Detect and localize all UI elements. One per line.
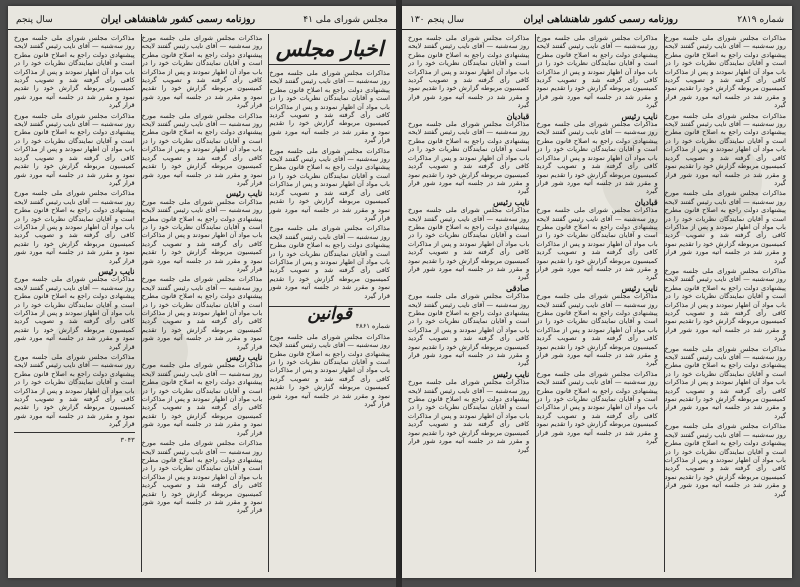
left-header-title: روزنامه رسمی کشور شاهنشاهی ایران [100, 14, 256, 25]
laws-section-title: قوانین [269, 306, 390, 318]
left-header-page-number: مجلس شورای ملی ۴۱ [303, 14, 388, 25]
article-text: مذاکرات مجلس شورای ملی جلسه مورخ روز سه‌شنبه — آقای نایب رئیس گفتند لایحه پیشنهادی دولت راجع به اصلاح قانون مطرح است و آقایان نمایندگان نظریات خود را در باب مواد آن اظهار نمودند و پس از مذاکرات کافی رأی گرفته شد و تصویب گردید کمیسیون مربوطه گزارش خود را تقدیم نمود و مقرر شد در جلسه آتیه مورد شور قرار گیرد [664, 189, 786, 265]
article-text: مذاکرات مجلس شورای ملی جلسه مورخ روز سه‌شنبه — آقای نایب رئیس گفتند لایحه پیشنهادی دولت راجع به اصلاح قانون مطرح است و آقایان نمایندگان نظریات خود را در باب مواد آن اظهار نمودند و پس از مذاکرات کافی رأی گرفته شد و تصویب گردید کمیسیون مربوطه گزارش خود را تقدیم نمود و مقرر شد در جلسه آتیه مورد شور قرار گیرد [141, 439, 263, 515]
right-page-header [402, 10, 792, 30]
left-page-header [8, 10, 396, 30]
article-text: مذاکرات مجلس شورای ملی جلسه مورخ روز سه‌شنبه — آقای نایب رئیس گفتند لایحه پیشنهادی دولت راجع به اصلاح قانون مطرح است و آقایان نمایندگان نظریات خود را در باب مواد آن اظهار نمودند و پس از مذاکرات کافی رأی گرفته شد و تصویب گردید کمیسیون مربوطه گزارش خود را تقدیم نمود و مقرر شد در جلسه آتیه مورد شور قرار گیرد [408, 34, 530, 110]
left-header-year: سال پنجم [16, 14, 53, 25]
speaker-label: صادقی [506, 282, 530, 293]
law-number: ۳۰۴۳ [120, 435, 135, 444]
article-text: مذاکرات مجلس شورای ملی جلسه مورخ روز سه‌شنبه — آقای نایب رئیس گفتند لایحه پیشنهادی دولت راجع به اصلاح قانون مطرح است و آقایان نمایندگان نظریات خود را در باب مواد آن اظهار نمودند و پس از مذاکرات کافی رأی گرفته شد و تصویب گردید کمیسیون مربوطه گزارش خود را تقدیم نمود و مقرر شد در جلسه آتیه مورد شور قرار گیرد [664, 344, 786, 420]
masthead: اخبار مجلس [269, 36, 390, 65]
article-text: مذاکرات مجلس شورای ملی جلسه مورخ روز سه‌شنبه — آقای نایب رئیس گفتند لایحه پیشنهادی دولت راجع به اصلاح قانون مطرح است و آقایان نمایندگان نظریات خود را در باب مواد آن اظهار نمودند و پس از مذاکرات کافی رأی گرفته شد و تصویب گردید کمیسیون مربوطه گزارش خود را تقدیم نمود و مقرر شد در جلسه آتیه مورد شور قرار گیرد [408, 120, 530, 196]
article-text: مذاکرات مجلس شورای ملی جلسه مورخ روز سه‌شنبه — آقای نایب رئیس گفتند لایحه پیشنهادی دولت راجع به اصلاح قانون مطرح است و آقایان نمایندگان نظریات خود را در باب مواد آن اظهار نمودند و پس از مذاکرات کافی رأی گرفته شد و تصویب گردید کمیسیون مربوطه گزارش خود را تقدیم نمود و مقرر شد در جلسه آتیه مورد شور قرار گیرد [13, 34, 135, 110]
speaker-label: قبادیان [634, 196, 658, 207]
speaker-label: نایب رئیس [98, 265, 135, 276]
article-text: مذاکرات مجلس شورای ملی جلسه مورخ روز سه‌شنبه — آقای نایب رئیس گفتند لایحه پیشنهادی دولت راجع به اصلاح قانون مطرح است و آقایان نمایندگان نظریات خود را در باب مواد آن اظهار نمودند و پس از مذاکرات کافی رأی گرفته شد و تصویب گردید کمیسیون مربوطه گزارش خود را تقدیم نمود و مقرر شد در جلسه آتیه مورد شور قرار گیرد [664, 266, 786, 343]
speaker-label: نایب رئیس [226, 188, 263, 199]
article-text: مذاکرات مجلس شورای ملی جلسه مورخ روز سه‌شنبه — آقای نایب رئیس گفتند لایحه پیشنهادی دولت راجع به اصلاح قانون مطرح است و آقایان نمایندگان نظریات خود را در باب مواد آن اظهار نمودند و پس از مذاکرات کافی رأی گرفته شد و تصویب گردید کمیسیون مربوطه گزارش خود را تقدیم نمود و مقرر شد در جلسه آتیه مورد شور قرار گیرد [13, 275, 135, 351]
left-column-middle [141, 34, 263, 572]
article-text: مذاکرات مجلس شورای ملی جلسه مورخ روز سه‌شنبه — آقای نایب رئیس گفتند لایحه پیشنهادی دولت راجع به اصلاح قانون مطرح است و آقایان نمایندگان نظریات خود را در باب مواد آن اظهار نمودند و پس از مذاکرات کافی رأی گرفته شد و تصویب گردید کمیسیون مربوطه گزارش خود را تقدیم نمود و مقرر شد در جلسه آتیه مورد شور قرار گیرد [141, 197, 263, 273]
speaker-label: نایب رئیس [621, 110, 658, 121]
article-text: مذاکرات مجلس شورای ملی جلسه مورخ روز سه‌شنبه — آقای نایب رئیس گفتند لایحه پیشنهادی دولت راجع به اصلاح قانون مطرح است و آقایان نمایندگان نظریات خود را در باب مواد آن اظهار نمودند و پس از مذاکرات کافی رأی گرفته شد و تصویب گردید کمیسیون مربوطه گزارش خود را تقدیم نمود و مقرر شد در جلسه آتیه مورد شور قرار گیرد [269, 69, 390, 145]
article-text: مذاکرات مجلس شورای ملی جلسه مورخ روز سه‌شنبه — آقای نایب رئیس گفتند لایحه پیشنهادی دولت راجع به اصلاح قانون مطرح است و آقایان نمایندگان نظریات خود را در باب مواد آن اظهار نمودند و پس از مذاکرات کافی رأی گرفته شد و تصویب گردید کمیسیون مربوطه گزارش خود را تقدیم نمود و مقرر شد در جلسه آتیه مورد شور قرار گیرد [269, 332, 390, 409]
article-text: مذاکرات مجلس شورای ملی جلسه مورخ روز سه‌شنبه — آقای نایب رئیس گفتند لایحه پیشنهادی دولت راجع به اصلاح قانون مطرح است و آقایان نمایندگان نظریات خود را در باب مواد آن اظهار نمودند و پس از مذاکرات کافی رأی گرفته شد و تصویب گردید کمیسیون مربوطه گزارش خود را تقدیم نمود و مقرر شد در جلسه آتیه مورد شور قرار گیرد [13, 111, 135, 187]
article-text: مذاکرات مجلس شورای ملی جلسه مورخ روز سه‌شنبه — آقای نایب رئیس گفتند لایحه پیشنهادی دولت راجع به اصلاح قانون مطرح است و آقایان نمایندگان نظریات خود را در باب مواد آن اظهار نمودند و پس از مذاکرات کافی رأی گرفته شد و تصویب گردید کمیسیون مربوطه گزارش خود را تقدیم نمود و مقرر شد در جلسه آتیه مورد شور قرار گیرد [664, 111, 786, 187]
right-column-left [408, 34, 529, 572]
article-text: مذاکرات مجلس شورای ملی جلسه مورخ روز سه‌شنبه — آقای نایب رئیس گفتند لایحه پیشنهادی دولت راجع به اصلاح قانون مطرح است و آقایان نمایندگان نظریات خود را در باب مواد آن اظهار نمودند و پس از مذاکرات کافی رأی گرفته شد و تصویب گردید کمیسیون مربوطه گزارش خود را تقدیم نمود و مقرر شد در جلسه آتیه مورد شور قرار گیرد [13, 189, 135, 265]
article-text: مذاکرات مجلس شورای ملی جلسه مورخ روز سه‌شنبه — آقای نایب رئیس گفتند لایحه پیشنهادی دولت راجع به اصلاح قانون مطرح است و آقایان نمایندگان نظریات خود را در باب مواد آن اظهار نمودند و پس از مذاکرات کافی رأی گرفته شد و تصویب گردید کمیسیون مربوطه گزارش خود را تقدیم نمود و مقرر شد در جلسه آتیه مورد شور قرار گیرد [141, 361, 263, 437]
right-header-issue-number: شماره ۲۸۱۹ [737, 14, 784, 25]
article-text: مذاکرات مجلس شورای ملی جلسه مورخ روز سه‌شنبه — آقای نایب رئیس گفتند لایحه پیشنهادی دولت راجع به اصلاح قانون مطرح است و آقایان نمایندگان نظریات خود را در باب مواد آن اظهار نمودند و پس از مذاکرات کافی رأی گرفته شد و تصویب گردید کمیسیون مربوطه گزارش خود را تقدیم نمود و مقرر شد در جلسه آتیه مورد شور قرار گیرد [141, 34, 263, 110]
article-text: مذاکرات مجلس شورای ملی جلسه مورخ روز سه‌شنبه — آقای نایب رئیس گفتند لایحه پیشنهادی دولت راجع به اصلاح قانون مطرح است و آقایان نمایندگان نظریات خود را در باب مواد آن اظهار نمودند و پس از مذاکرات کافی رأی گرفته شد و تصویب گردید کمیسیون مربوطه گزارش خود را تقدیم نمود و مقرر شد در جلسه آتیه مورد شور قرار گیرد [536, 120, 658, 196]
article-text: مذاکرات مجلس شورای ملی جلسه مورخ روز سه‌شنبه — آقای نایب رئیس گفتند لایحه پیشنهادی دولت راجع به اصلاح قانون مطرح است و آقایان نمایندگان نظریات خود را در باب مواد آن اظهار نمودند و پس از مذاکرات کافی رأی گرفته شد و تصویب گردید کمیسیون مربوطه گزارش خود را تقدیم نمود و مقرر شد در جلسه آتیه مورد شور قرار گیرد [269, 146, 390, 222]
article-text: مذاکرات مجلس شورای ملی جلسه مورخ روز سه‌شنبه — آقای نایب رئیس گفتند لایحه پیشنهادی دولت راجع به اصلاح قانون مطرح است و آقایان نمایندگان نظریات خود را در باب مواد آن اظهار نمودند و پس از مذاکرات کافی رأی گرفته شد و تصویب گردید کمیسیون مربوطه گزارش خود را تقدیم نمود و مقرر شد در جلسه آتیه مورد شور قرار گیرد [664, 422, 786, 498]
law-number: شماره ۴۸۶۱ [355, 322, 390, 331]
speaker-label: نایب رئیس [621, 282, 658, 293]
left-column-left [14, 34, 135, 572]
speaker-label: نایب رئیس [226, 352, 263, 363]
article-text: مذاکرات مجلس شورای ملی جلسه مورخ روز سه‌شنبه — آقای نایب رئیس گفتند لایحه پیشنهادی دولت راجع به اصلاح قانون مطرح است و آقایان نمایندگان نظریات خود را در باب مواد آن اظهار نمودند و پس از مذاکرات کافی رأی گرفته شد و تصویب گردید کمیسیون مربوطه گزارش خود را تقدیم نمود و مقرر شد در جلسه آتیه مورد شور قرار گیرد [664, 34, 786, 110]
article-text: مذاکرات مجلس شورای ملی جلسه مورخ روز سه‌شنبه — آقای نایب رئیس گفتند لایحه پیشنهادی دولت راجع به اصلاح قانون مطرح است و آقایان نمایندگان نظریات خود را در باب مواد آن اظهار نمودند و پس از مذاکرات کافی رأی گرفته شد و تصویب گردید کمیسیون مربوطه گزارش خود را تقدیم نمود و مقرر شد در جلسه آتیه مورد شور قرار گیرد [536, 206, 658, 282]
right-column-middle [535, 34, 657, 572]
article-text: مذاکرات مجلس شورای ملی جلسه مورخ روز سه‌شنبه — آقای نایب رئیس گفتند لایحه پیشنهادی دولت راجع به اصلاح قانون مطرح است و آقایان نمایندگان نظریات خود را در باب مواد آن اظهار نمودند و پس از مذاکرات کافی رأی گرفته شد و تصویب گردید کمیسیون مربوطه گزارش خود را تقدیم نمود و مقرر شد در جلسه آتیه مورد شور قرار گیرد [141, 275, 263, 351]
article-text: مذاکرات مجلس شورای ملی جلسه مورخ روز سه‌شنبه — آقای نایب رئیس گفتند لایحه پیشنهادی دولت راجع به اصلاح قانون مطرح است و آقایان نمایندگان نظریات خود را در باب مواد آن اظهار نمودند و پس از مذاکرات کافی رأی گرفته شد و تصویب گردید کمیسیون مربوطه گزارش خود را تقدیم نمود و مقرر شد در جلسه آتیه مورد شور قرار گیرد [13, 353, 135, 429]
article-text: مذاکرات مجلس شورای ملی جلسه مورخ روز سه‌شنبه — آقای نایب رئیس گفتند لایحه پیشنهادی دولت راجع به اصلاح قانون مطرح است و آقایان نمایندگان نظریات خود را در باب مواد آن اظهار نمودند و پس از مذاکرات کافی رأی گرفته شد و تصویب گردید کمیسیون مربوطه گزارش خود را تقدیم نمود و مقرر شد در جلسه آتیه مورد شور قرار گیرد [536, 292, 658, 368]
left-column-right [268, 34, 390, 572]
right-header-year: سال پنجم ۱۳۰ [410, 14, 465, 25]
right-page [402, 6, 792, 578]
speaker-label: نایب رئیس [493, 368, 530, 379]
article-text: مذاکرات مجلس شورای ملی جلسه مورخ روز سه‌شنبه — آقای نایب رئیس گفتند لایحه پیشنهادی دولت راجع به اصلاح قانون مطرح است و آقایان نمایندگان نظریات خود را در باب مواد آن اظهار نمودند و پس از مذاکرات کافی رأی گرفته شد و تصویب گردید کمیسیون مربوطه گزارش خود را تقدیم نمود و مقرر شد در جلسه آتیه مورد شور قرار گیرد [408, 292, 530, 368]
article-text: مذاکرات مجلس شورای ملی جلسه مورخ روز سه‌شنبه — آقای نایب رئیس گفتند لایحه پیشنهادی دولت راجع به اصلاح قانون مطرح است و آقایان نمایندگان نظریات خود را در باب مواد آن اظهار نمودند و پس از مذاکرات کافی رأی گرفته شد و تصویب گردید کمیسیون مربوطه گزارش خود را تقدیم نمود و مقرر شد در جلسه آتیه مورد شور قرار گیرد [141, 111, 263, 187]
article-text: مذاکرات مجلس شورای ملی جلسه مورخ روز سه‌شنبه — آقای نایب رئیس گفتند لایحه پیشنهادی دولت راجع به اصلاح قانون مطرح است و آقایان نمایندگان نظریات خود را در باب مواد آن اظهار نمودند و پس از مذاکرات کافی رأی گرفته شد و تصویب گردید کمیسیون مربوطه گزارش خود را تقدیم نمود و مقرر شد در جلسه آتیه مورد شور قرار گیرد [536, 369, 658, 446]
speaker-label: نایب رئیس [493, 196, 530, 207]
left-page [8, 6, 396, 578]
speaker-label: قبادیان [506, 110, 530, 121]
article-text: مذاکرات مجلس شورای ملی جلسه مورخ روز سه‌شنبه — آقای نایب رئیس گفتند لایحه پیشنهادی دولت راجع به اصلاح قانون مطرح است و آقایان نمایندگان نظریات خود را در باب مواد آن اظهار نمودند و پس از مذاکرات کافی رأی گرفته شد و تصویب گردید کمیسیون مربوطه گزارش خود را تقدیم نمود و مقرر شد در جلسه آتیه مورد شور قرار گیرد [269, 224, 390, 300]
article-text: مذاکرات مجلس شورای ملی جلسه مورخ روز سه‌شنبه — آقای نایب رئیس گفتند لایحه پیشنهادی دولت راجع به اصلاح قانون مطرح است و آقایان نمایندگان نظریات خود را در باب مواد آن اظهار نمودند و پس از مذاکرات کافی رأی گرفته شد و تصویب گردید کمیسیون مربوطه گزارش خود را تقدیم نمود و مقرر شد در جلسه آتیه مورد شور قرار گیرد [536, 34, 658, 110]
article-text: مذاکرات مجلس شورای ملی جلسه مورخ روز سه‌شنبه — آقای نایب رئیس گفتند لایحه پیشنهادی دولت راجع به اصلاح قانون مطرح است و آقایان نمایندگان نظریات خود را در باب مواد آن اظهار نمودند و پس از مذاکرات کافی رأی گرفته شد و تصویب گردید کمیسیون مربوطه گزارش خود را تقدیم نمود و مقرر شد در جلسه آتیه مورد شور قرار گیرد [408, 378, 530, 454]
article-text: مذاکرات مجلس شورای ملی جلسه مورخ روز سه‌شنبه — آقای نایب رئیس گفتند لایحه پیشنهادی دولت راجع به اصلاح قانون مطرح است و آقایان نمایندگان نظریات خود را در باب مواد آن اظهار نمودند و پس از مذاکرات کافی رأی گرفته شد و تصویب گردید کمیسیون مربوطه گزارش خود را تقدیم نمود و مقرر شد در جلسه آتیه مورد شور قرار گیرد [408, 206, 530, 282]
right-header-title: روزنامه رسمی کشور شاهنشاهی ایران [523, 14, 678, 25]
right-column-right [664, 34, 786, 572]
